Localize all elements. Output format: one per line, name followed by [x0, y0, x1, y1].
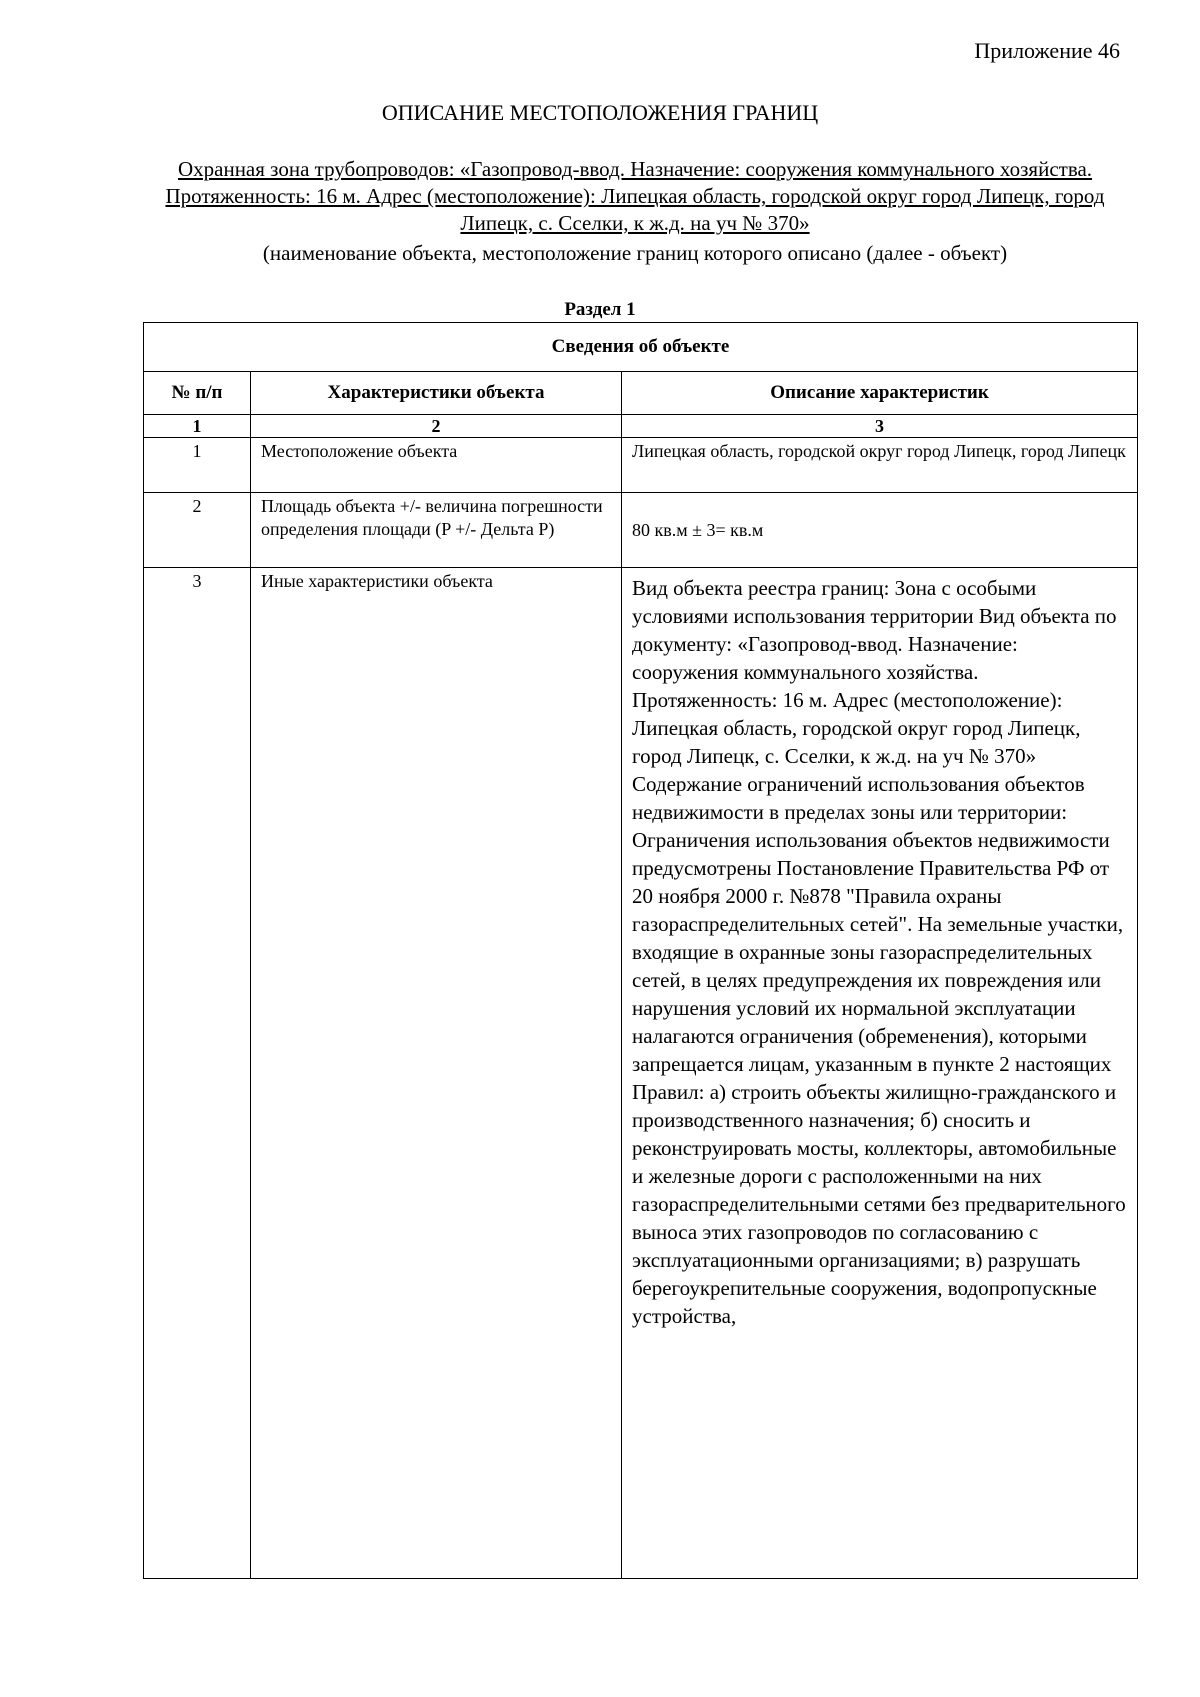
table-title: Сведения об объекте: [144, 323, 1138, 372]
row-characteristic: Иные характеристики объекта: [251, 568, 622, 1579]
section-title: Раздел 1: [564, 299, 636, 320]
appendix-label: Приложение 46: [974, 38, 1120, 63]
column-header-characteristic: Характеристики объекта: [251, 372, 622, 415]
table-row: [144, 568, 1138, 1579]
row-number: 1: [144, 438, 251, 493]
column-header-description: Описание характеристик: [622, 372, 1138, 415]
row-description: Вид объекта реестра границ: Зона с особыми условиями использования территории Вид объекта по документу: «Газопровод-ввод. Назначение: сооружения коммунального хозяйства. Протяженность: 16 м. Адрес (местоположение): Липецкая область, городской округ город Липецк, город Липецк, с. Сселки, к ж.д. на уч № 370» Содержание ограничений использования объектов недвижимости в пределах зоны или территории: Ограничения использования объектов недвижимости предусмотрены Постановление Правительства РФ от 20 ноября 2000 г. №878 "Правила охраны газораспределительных сетей". На земельные участки, входящие в охранные зоны газораспределительных сетей, в целях предупреждения их повреждения или нарушения условий их нормальной эксплуатации налагаются ограничения (обременения), которыми запрещается лицам, указанным в пункте 2 настоящих Правил: а) строить объекты жилищно-гражданского и производственного назначения; б) сносить и реконструировать мосты, коллекторы, автомобильные и железные дороги с расположенными на них газораспределительными сетями без предварительного выноса этих газопроводов по согласованию с эксплуатационными организациями; в) разрушать берегоукрепительные сооружения, водопропускные устройства,: [622, 568, 1138, 1579]
row-characteristic: Местоположение объекта: [251, 438, 622, 493]
table-row: [144, 438, 1138, 493]
column-number-2: 2: [251, 415, 622, 438]
object-name: Охранная зона трубопроводов: «Газопровод-ввод. Назначение: сооружения коммунального хозяйства. Протяженность: 16 м. Адрес (местоположение): Липецкая область, городской округ город Липецк, город Липецк, с. Сселки, к ж.д. на уч № 370»: [165, 157, 1105, 235]
row-description: 80 кв.м ± 3= кв.м: [622, 493, 1138, 568]
document-title: ОПИСАНИЕ МЕСТОПОЛОЖЕНИЯ ГРАНИЦ: [381, 100, 819, 125]
row-characteristic: Площадь объекта +/- величина погрешности определения площади (P +/- Дельта P): [251, 493, 622, 568]
column-number-3: 3: [622, 415, 1138, 438]
column-header-number: № п/п: [144, 372, 251, 415]
column-number-1: 1: [144, 415, 251, 438]
object-caption: (наименование объекта, местоположение границ которого описано (далее - объект): [262, 241, 1008, 265]
object-info-table: [143, 322, 1138, 1579]
row-description: Липецкая область, городской округ город Липецк, город Липецк: [622, 438, 1138, 493]
table-row: [144, 493, 1138, 568]
row-number: 3: [144, 568, 251, 1579]
row-number: 2: [144, 493, 251, 568]
